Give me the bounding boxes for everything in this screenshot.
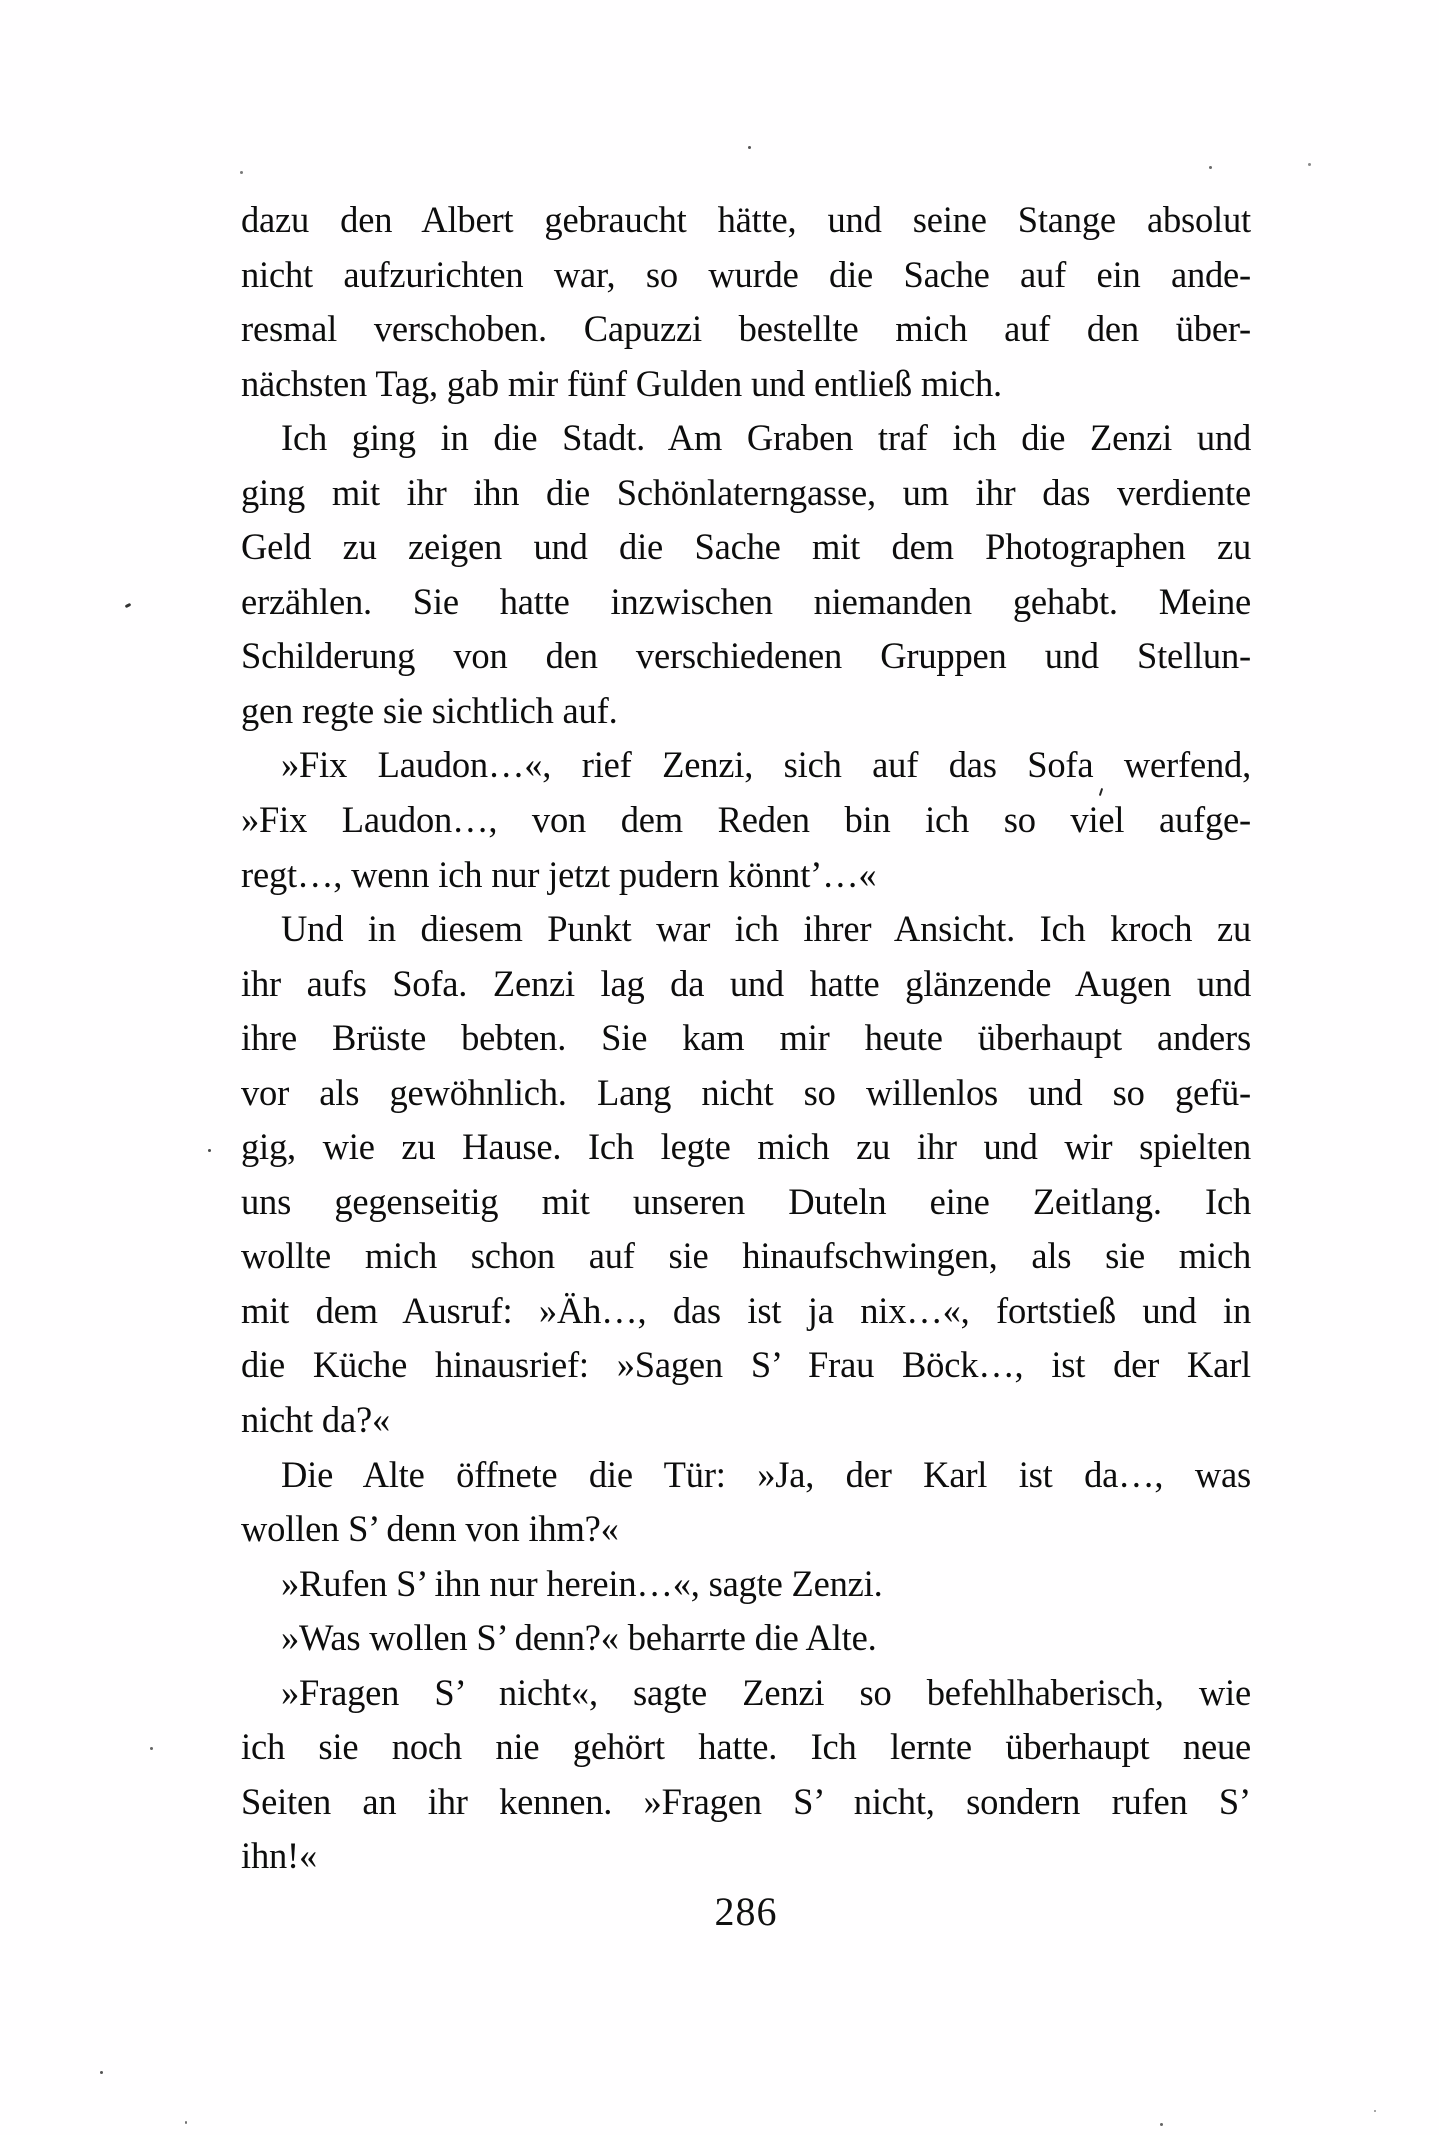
text-line: Und in diesem Punkt war ich ihrer Ansicht. Ich kroch zu	[281, 908, 1251, 950]
text-line: regt…, wenn ich nur jetzt pudern könnt’…«	[241, 853, 877, 895]
text-line: gig, wie zu Hause. Ich legte mich zu ihr und wir spielten	[241, 1126, 1251, 1168]
scan-speck	[185, 2121, 187, 2124]
text-line: ich sie noch nie gehört hatte. Ich lernte überhaupt neue	[241, 1726, 1251, 1768]
text-line: dazu den Albert gebraucht hätte, und seine Stange absolut	[241, 199, 1251, 240]
scan-speck	[1308, 163, 1311, 166]
text-line: »Rufen S’ ihn nur herein…«, sagte Zenzi.	[281, 1562, 883, 1604]
text-line: wollen S’ denn von ihm?«	[241, 1508, 619, 1550]
text-line: die Küche hinausrief: »Sagen S’ Frau Böck…, ist der Karl	[241, 1344, 1251, 1386]
scan-speck	[208, 1149, 211, 1152]
text-line: wollte mich schon auf sie hinaufschwingen, als sie mich	[241, 1235, 1251, 1277]
text-line: gen regte sie sichtlich auf.	[241, 689, 618, 731]
scan-speck	[125, 603, 132, 608]
page-text	[241, 193, 1251, 1884]
scan-speck	[100, 2071, 103, 2074]
scan-speck	[240, 171, 243, 174]
scan-speck	[748, 146, 751, 149]
text-line: nächsten Tag, gab mir fünf Gulden und entließ mich.	[241, 362, 1002, 404]
text-line: resmal verschoben. Capuzzi bestellte mich auf den über-	[241, 308, 1251, 350]
text-line: erzählen. Sie hatte inzwischen niemanden gehabt. Meine	[241, 580, 1251, 622]
text-line: »Was wollen S’ denn?« beharrte die Alte.	[281, 1617, 877, 1659]
text-line: »Fix Laudon…«, rief Zenzi, sich auf das Sofa werfend,	[281, 744, 1251, 786]
text-line: uns gegenseitig mit unseren Duteln eine Zeitlang. Ich	[241, 1180, 1251, 1222]
text-line: Ich ging in die Stadt. Am Graben traf ich die Zenzi und	[281, 417, 1251, 459]
text-line: nicht da?«	[241, 1399, 391, 1441]
text-line: ging mit ihr ihn die Schönlaterngasse, um ihr das verdiente	[241, 471, 1251, 513]
text-line: Die Alte öffnete die Tür: »Ja, der Karl ist da…, was	[281, 1453, 1251, 1495]
scan-speck	[150, 1747, 153, 1750]
text-line: Geld zu zeigen und die Sache mit dem Photographen zu	[241, 526, 1251, 568]
text-line: Seiten an ihr kennen. »Fragen S’ nicht, sondern rufen S’	[241, 1780, 1251, 1822]
text-line: nicht aufzurichten war, so wurde die Sache auf ein ande-	[241, 253, 1251, 295]
text-line: vor als gewöhnlich. Lang nicht so willenlos und so gefü-	[241, 1071, 1251, 1113]
text-line: mit dem Ausruf: »Äh…, das ist ja nix…«, fortstieß und in	[241, 1289, 1251, 1331]
text-line: ihre Brüste bebten. Sie kam mir heute überhaupt anders	[241, 1017, 1251, 1059]
page-number: 286	[714, 1889, 778, 1934]
text-line: »Fragen S’ nicht«, sagte Zenzi so befehlhaberisch, wie	[281, 1671, 1251, 1713]
scan-speck	[1209, 166, 1212, 169]
text-line: ihn!«	[241, 1835, 318, 1877]
text-line: ihr aufs Sofa. Zenzi lag da und hatte glänzende Augen und	[241, 962, 1251, 1004]
text-line: Schilderung von den verschiedenen Gruppen und Stellun-	[241, 635, 1251, 677]
text-line: »Fix Laudon…, von dem Reden bin ich so viel aufge-	[241, 799, 1251, 841]
scan-speck	[1160, 2123, 1163, 2126]
scan-speck	[1374, 2110, 1376, 2112]
